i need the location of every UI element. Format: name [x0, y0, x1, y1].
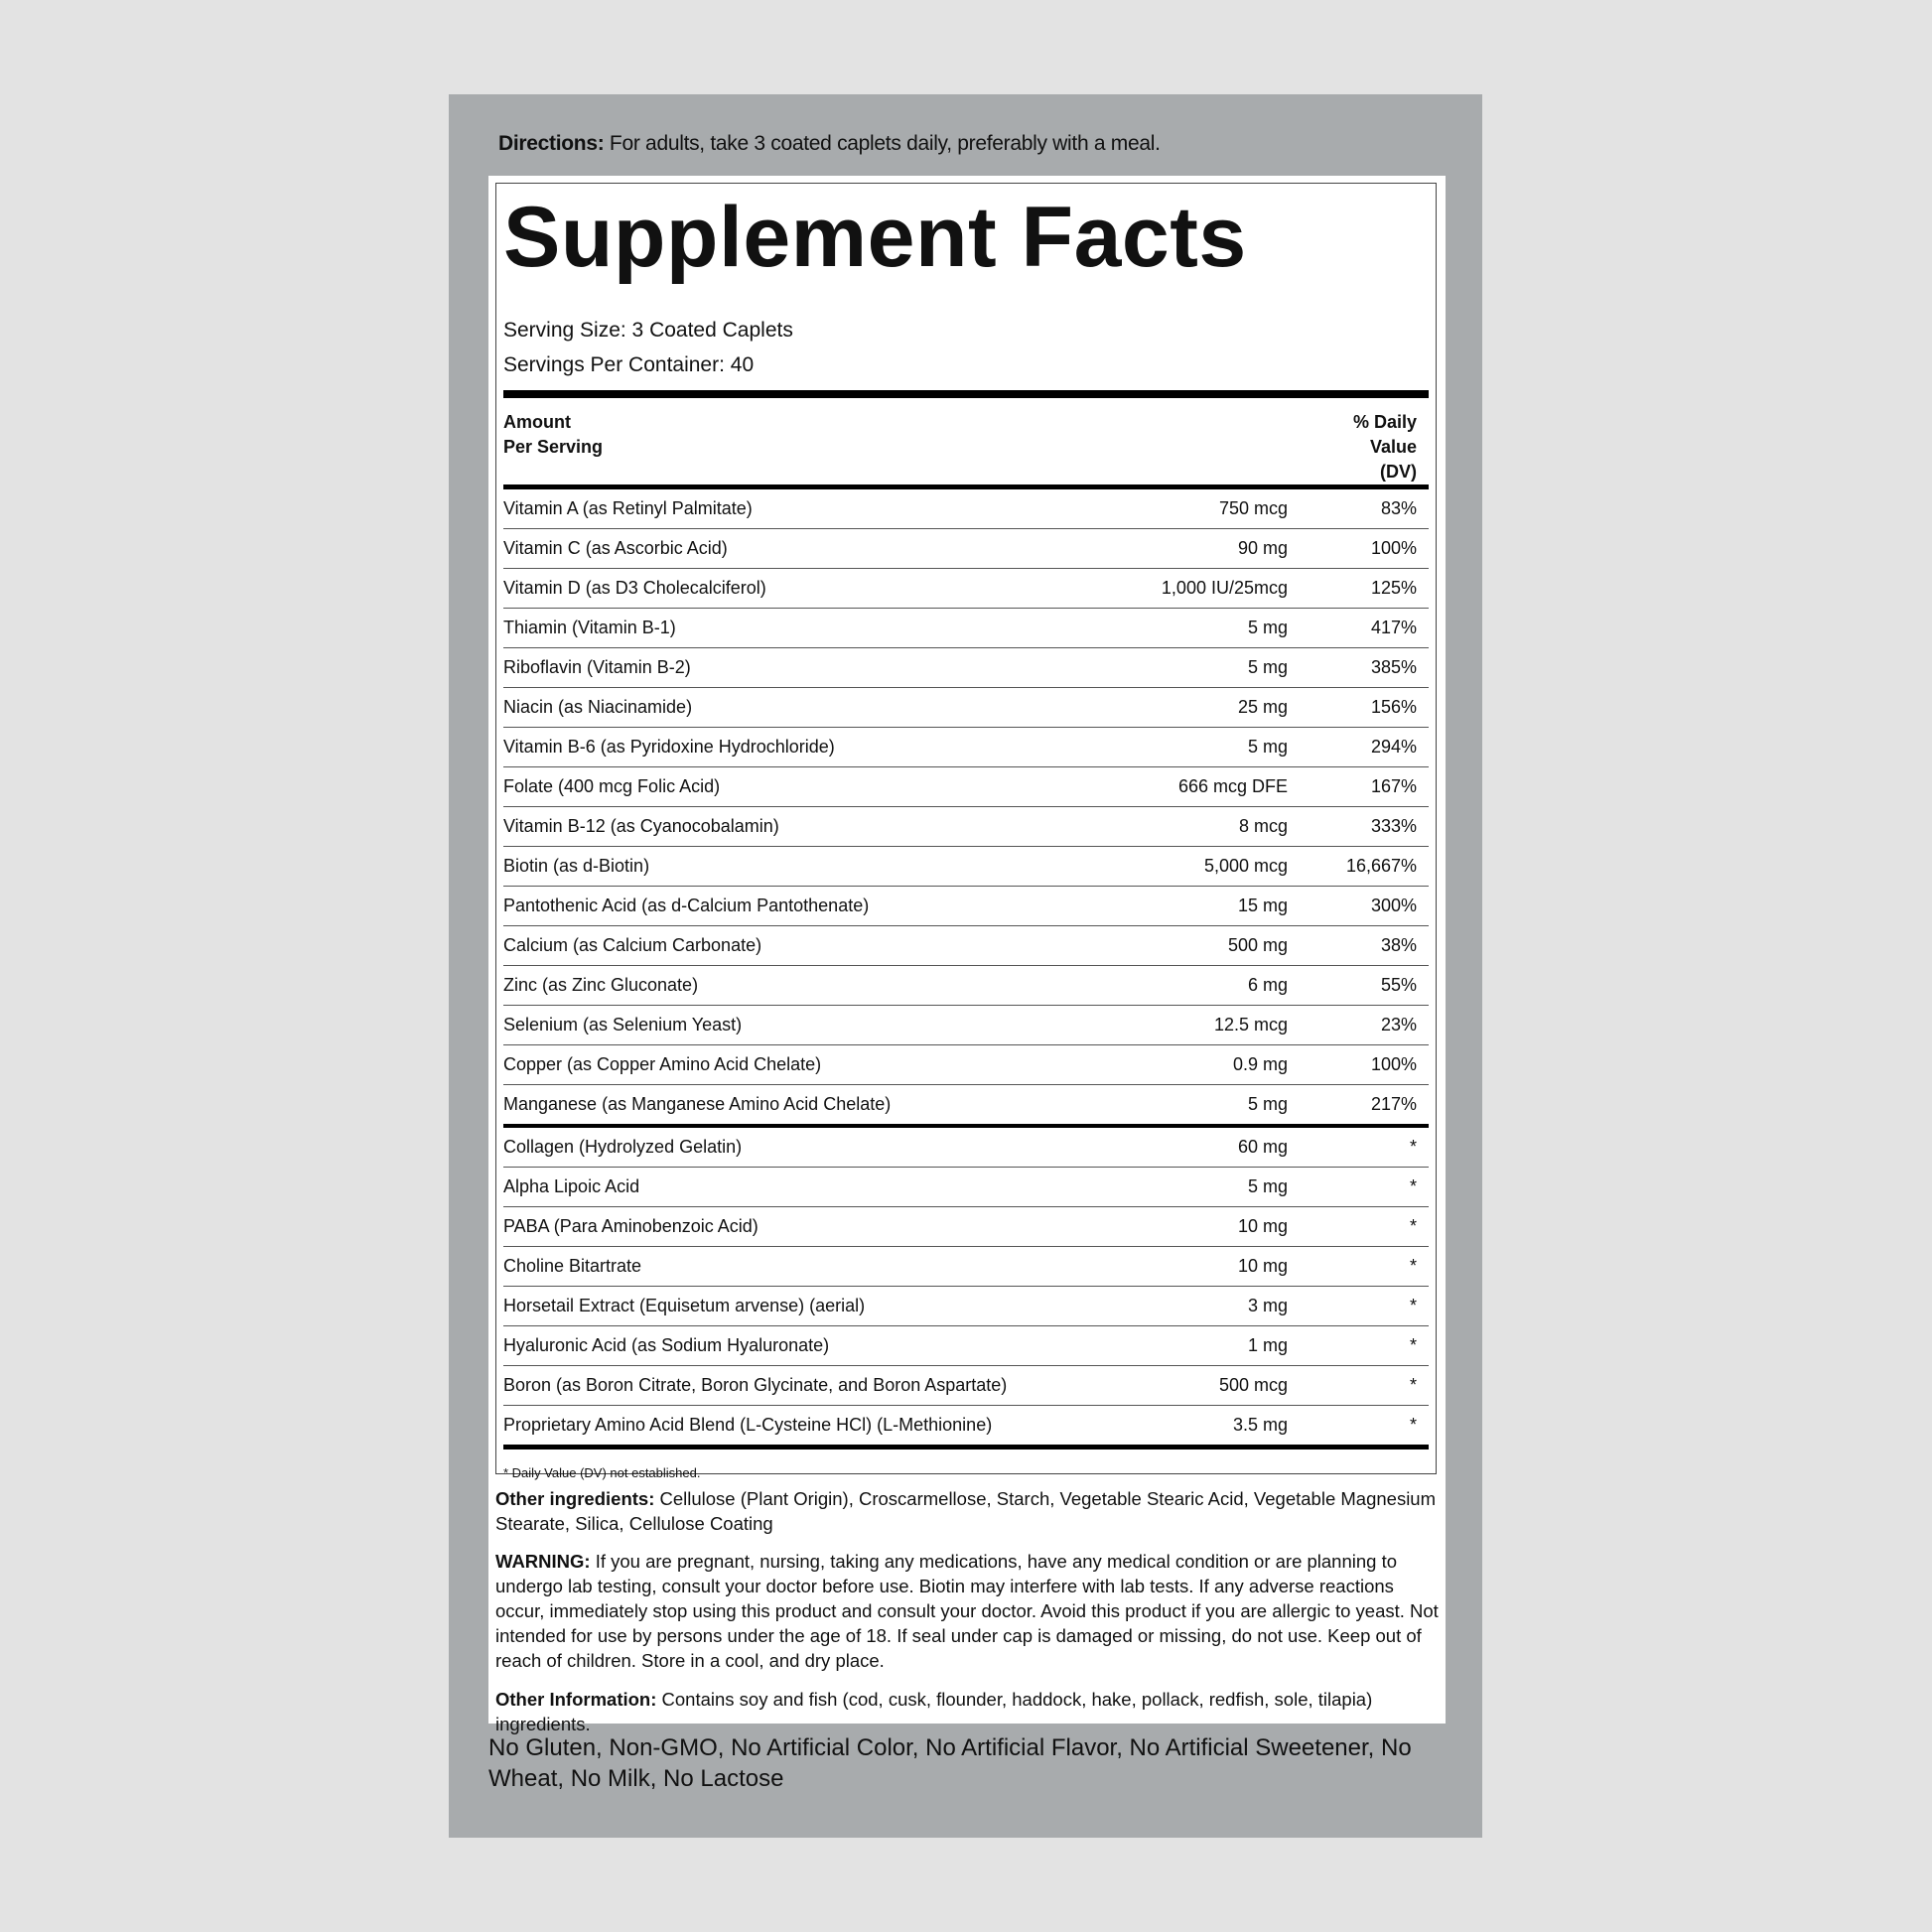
cell-name: Selenium (as Selenium Yeast) [503, 1015, 743, 1035]
cell-amount: 500 mg [1227, 935, 1288, 955]
cell-dv: 385% [1370, 657, 1417, 677]
cell-amount: 666 mcg DFE [1177, 776, 1288, 796]
table-row [503, 1326, 1429, 1366]
header-dv-line: % Daily [1352, 412, 1417, 432]
cell-dv: 167% [1370, 776, 1417, 796]
table-row [503, 767, 1429, 807]
table-row [503, 529, 1429, 569]
cell-dv: * [1409, 1296, 1417, 1315]
white-panel [488, 176, 1446, 1734]
cell-name: Zinc (as Zinc Gluconate) [503, 975, 699, 995]
divider-thick [503, 390, 1429, 398]
cell-amount: 0.9 mg [1232, 1054, 1288, 1074]
cell-amount: 60 mg [1237, 1137, 1288, 1157]
warning-text: If you are pregnant, nursing, taking any medications, have any medical condition or are planning to undergo lab testing, consult your doctor before use. Biotin may interfere with lab tests. If any adverse reactions occur, immediately stop using this product and consult your doctor. Avoid this product if you are allergic to yeast. Not intended for use by persons under the age of 18. If seal under cap is damaged or missing, do not use. Keep out of reach of children. Store in a cool, and dry place. [495, 1551, 1439, 1671]
cell-amount: 10 mg [1237, 1256, 1288, 1276]
header-dv-line: Value [1369, 437, 1417, 457]
table-row [503, 489, 1429, 529]
cell-dv: * [1409, 1415, 1417, 1435]
supplement-facts-box [495, 183, 1437, 1480]
cell-name: Vitamin B-6 (as Pyridoxine Hydrochloride) [503, 737, 835, 757]
directions-label: Directions: [498, 132, 605, 155]
cell-amount: 15 mg [1237, 896, 1288, 915]
cell-dv: * [1409, 1176, 1417, 1196]
table-row [503, 926, 1429, 966]
cell-name: Proprietary Amino Acid Blend (L-Cysteine HCl) (L-Methionine) [503, 1415, 993, 1435]
cell-dv: 100% [1370, 1054, 1417, 1074]
table-row [503, 807, 1429, 847]
serving-size: Serving Size: 3 Coated Caplets [503, 319, 793, 342]
cell-dv: 125% [1370, 578, 1417, 598]
other-information-text: Contains soy and fish (cod, cusk, flounder, haddock, hake, pollack, redfish, sole, tilapia) ingredients. [495, 1689, 1373, 1734]
cell-name: Biotin (as d-Biotin) [503, 856, 650, 876]
header-amount [503, 410, 603, 484]
table-row [503, 847, 1429, 887]
cell-name: PABA (Para Aminobenzoic Acid) [503, 1216, 759, 1236]
warning-label: WARNING: [495, 1551, 591, 1572]
cell-amount: 5 mg [1247, 737, 1288, 757]
cell-amount: 5 mg [1247, 618, 1288, 637]
other-information-label: Other Information: [495, 1689, 657, 1710]
table-row [503, 887, 1429, 926]
cell-name: Vitamin B-12 (as Cyanocobalamin) [503, 816, 779, 836]
cell-name: Thiamin (Vitamin B-1) [503, 618, 676, 637]
free-from-claims: No Gluten, Non-GMO, No Artificial Color, No Artificial Flavor, No Artificial Sweetener, No Wheat, No Milk, No Lactose [488, 1734, 1412, 1792]
cell-dv: 294% [1370, 737, 1417, 757]
cell-amount: 5 mg [1247, 1094, 1288, 1114]
cell-dv: * [1409, 1137, 1417, 1157]
cell-name: Boron (as Boron Citrate, Boron Glycinate, and Boron Aspartate) [503, 1375, 1008, 1395]
facts-title: Supplement Facts [503, 190, 1247, 285]
cell-amount: 1 mg [1247, 1335, 1288, 1355]
table-row [503, 1128, 1429, 1168]
cell-amount: 6 mg [1247, 975, 1288, 995]
cell-name: Copper (as Copper Amino Acid Chelate) [503, 1054, 822, 1074]
cell-name: Collagen (Hydrolyzed Gelatin) [503, 1137, 743, 1157]
cell-amount: 1,000 IU/25mcg [1161, 578, 1288, 598]
header-dv-line: (DV) [1380, 462, 1417, 482]
cell-name: Alpha Lipoic Acid [503, 1176, 640, 1196]
directions [498, 132, 1161, 156]
table-row [503, 966, 1429, 1006]
table-row [503, 728, 1429, 767]
header-daily-value [1353, 410, 1429, 484]
cell-dv: * [1409, 1335, 1417, 1355]
cell-name: Hyaluronic Acid (as Sodium Hyaluronate) [503, 1335, 830, 1355]
cell-dv: * [1409, 1375, 1417, 1395]
cell-amount: 90 mg [1237, 538, 1288, 558]
cell-name: Vitamin C (as Ascorbic Acid) [503, 538, 728, 558]
cell-name: Choline Bitartrate [503, 1256, 642, 1276]
servings-per-container: Servings Per Container: 40 [503, 353, 755, 376]
directions-text: For adults, take 3 coated caplets daily, preferably with a meal. [604, 132, 1161, 155]
other-information [495, 1687, 1444, 1736]
cell-dv: * [1409, 1216, 1417, 1236]
table-row [503, 1207, 1429, 1247]
cell-dv: 417% [1370, 618, 1417, 637]
footnote: * Daily Value (DV) not established. [503, 1465, 701, 1480]
cell-dv: 38% [1380, 935, 1417, 955]
cell-dv: 333% [1370, 816, 1417, 836]
cell-amount: 25 mg [1237, 697, 1288, 717]
warning [495, 1549, 1444, 1673]
cell-name: Manganese (as Manganese Amino Acid Chelate) [503, 1094, 892, 1114]
cell-dv: 23% [1380, 1015, 1417, 1035]
cell-amount: 5 mg [1247, 1176, 1288, 1196]
cell-name: Horsetail Extract (Equisetum arvense) (aerial) [503, 1296, 866, 1315]
table-row [503, 1168, 1429, 1207]
table-row [503, 1045, 1429, 1085]
table-row [503, 1247, 1429, 1287]
cell-amount: 750 mcg [1218, 498, 1288, 518]
cell-name: Folate (400 mcg Folic Acid) [503, 776, 721, 796]
cell-dv: 55% [1380, 975, 1417, 995]
table-header [503, 398, 1429, 484]
table-row [503, 1366, 1429, 1406]
cell-dv: 100% [1370, 538, 1417, 558]
cell-name: Pantothenic Acid (as d-Calcium Pantothenate) [503, 896, 870, 915]
table-row [503, 1006, 1429, 1045]
header-amount-line: Per Serving [503, 437, 604, 457]
cell-amount: 8 mcg [1238, 816, 1288, 836]
cell-dv: * [1409, 1256, 1417, 1276]
divider-bottom [503, 1445, 1429, 1449]
cell-dv: 156% [1370, 697, 1417, 717]
nutrient-rows-other [503, 1128, 1429, 1445]
nutrient-rows-dv [503, 489, 1429, 1124]
table-row [503, 1287, 1429, 1326]
cell-amount: 3.5 mg [1232, 1415, 1288, 1435]
table-row [503, 1085, 1429, 1124]
label-card [449, 94, 1482, 1838]
cell-name: Calcium (as Calcium Carbonate) [503, 935, 762, 955]
cell-name: Vitamin D (as D3 Cholecalciferol) [503, 578, 766, 598]
cell-dv: 16,667% [1345, 856, 1417, 876]
cell-name: Riboflavin (Vitamin B-2) [503, 657, 691, 677]
table-row [503, 688, 1429, 728]
other-ingredients-label: Other ingredients: [495, 1488, 655, 1509]
cell-dv: 217% [1370, 1094, 1417, 1114]
cell-dv: 300% [1370, 896, 1417, 915]
cell-dv: 83% [1380, 498, 1417, 518]
cell-amount: 12.5 mcg [1213, 1015, 1288, 1035]
table-row [503, 609, 1429, 648]
table-row [503, 1406, 1429, 1445]
cell-name: Niacin (as Niacinamide) [503, 697, 693, 717]
header-amount-line: Amount [503, 412, 571, 432]
cell-amount: 3 mg [1247, 1296, 1288, 1315]
cell-name: Vitamin A (as Retinyl Palmitate) [503, 498, 753, 518]
other-ingredients-text: Cellulose (Plant Origin), Croscarmellose, Starch, Vegetable Stearic Acid, Vegetable Magnesium Stearate, Silica, Cellulose Coating [495, 1488, 1436, 1534]
cell-amount: 500 mcg [1218, 1375, 1288, 1395]
cell-amount: 5,000 mcg [1203, 856, 1288, 876]
cell-amount: 5 mg [1247, 657, 1288, 677]
table-row [503, 569, 1429, 609]
cell-amount: 10 mg [1237, 1216, 1288, 1236]
table-row [503, 648, 1429, 688]
other-ingredients [495, 1486, 1444, 1536]
